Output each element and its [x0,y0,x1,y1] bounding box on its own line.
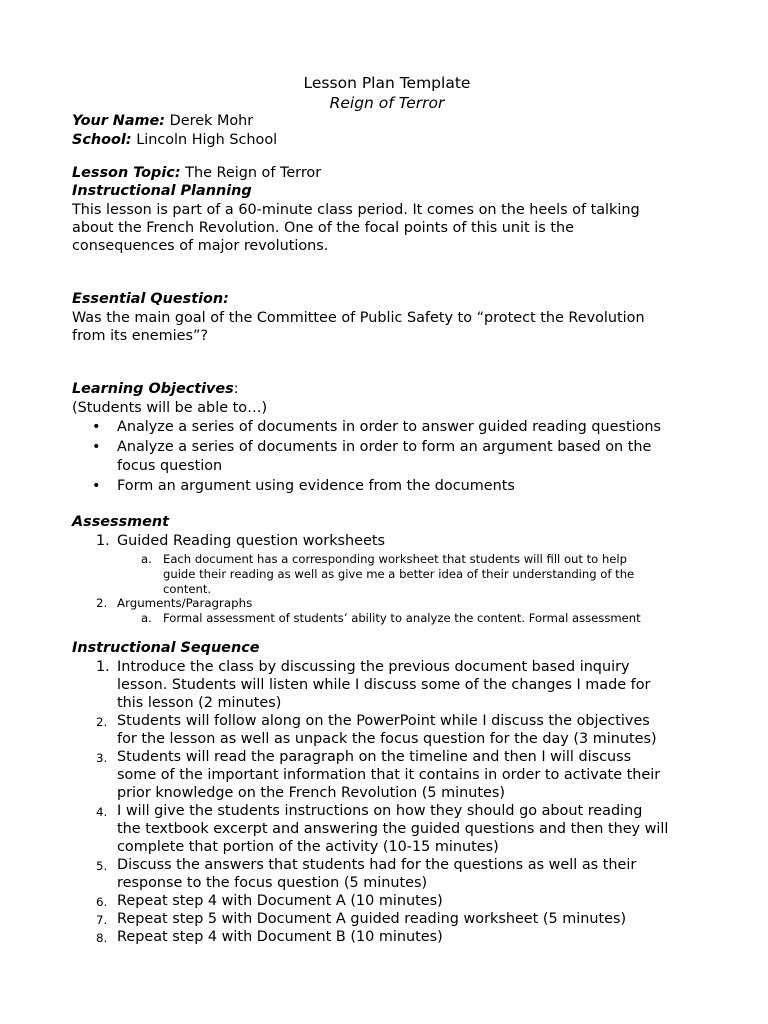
sequence-line: lesson. Students will listen while I discuss some of the changes I made for [117,677,651,693]
name-value: Derek Mohr [169,113,254,129]
sequence-line: Students will follow along on the PowerPoint while I discuss the objectives [117,713,650,729]
assessment-subitem: Formal assessment of students’ ability to analyze the content. Formal assessment [163,611,641,625]
page-title: Lesson Plan Template [303,74,471,92]
planning-heading: Instructional Planning [72,183,252,199]
essential-line: Was the main goal of the Committee of Public Safety to “protect the Revolution [72,310,645,326]
list-marker: 5. [96,859,108,873]
essential-heading: Essential Question: [72,291,229,307]
list-marker: 4. [96,805,108,819]
list-marker: 1. [96,659,110,675]
topic-value: The Reign of Terror [185,165,322,181]
essential-line: from its enemies”? [72,328,209,344]
topic-row [72,165,321,181]
assessment-subitem: Each document has a corresponding worksheet that students will fill out to help [163,552,628,566]
assessment-subitem: content. [163,582,212,596]
bullet-icon: • [92,478,101,494]
list-marker: 6. [96,895,108,909]
planning-line: about the French Revolution. One of the focal points of this unit is the [72,220,574,236]
sequence-heading: Instructional Sequence [72,640,260,656]
list-marker: 2. [96,715,108,729]
list-marker: a. [141,552,152,566]
assessment-item: Arguments/Paragraphs [117,596,253,610]
sequence-line: Repeat step 4 with Document B (10 minutes) [117,929,443,945]
objectives-intro: (Students will be able to…) [72,400,268,416]
sequence-line: Repeat step 5 with Document A guided reading worksheet (5 minutes) [117,911,627,927]
sequence-line: response to the focus question (5 minutes) [117,875,428,891]
list-marker: 3. [96,751,108,765]
page-subtitle: Reign of Terror [329,94,445,112]
list-marker: 2. [96,596,108,610]
sequence-line: some of the important information that it contains in order to activate their [117,767,661,783]
planning-line: consequences of major revolutions. [72,238,329,254]
sequence-line: Students will read the paragraph on the timeline and then I will discuss [117,749,632,765]
school-value: Lincoln High School [136,132,278,148]
objective-item-continued: focus question [117,458,223,474]
sequence-line: the textbook excerpt and answering the guided questions and then they will [117,821,669,837]
sequence-line: this lesson (2 minutes) [117,695,282,711]
objective-item: Analyze a series of documents in order to answer guided reading questions [117,419,662,435]
list-marker: 8. [96,931,108,945]
planning-line: This lesson is part of a 60-minute class period. It comes on the heels of talking [72,202,640,218]
assessment-item: Guided Reading question worksheets [117,533,385,549]
list-marker: a. [141,611,152,625]
sequence-line: Repeat step 4 with Document A (10 minutes) [117,893,443,909]
list-marker: 7. [96,913,108,927]
school-row [72,132,277,148]
sequence-line: Discuss the answers that students had for the questions as well as their [117,857,637,873]
bullet-icon: • [92,439,101,455]
assessment-subitem: guide their reading as well as give me a better idea of their understanding of the [163,567,635,581]
sequence-line: prior knowledge on the French Revolution (5 minutes) [117,785,506,801]
objectives-heading: Learning Objectives [72,381,234,397]
objective-item: Form an argument using evidence from the documents [117,478,515,494]
topic-label: Lesson Topic: [72,165,181,181]
assessment-heading: Assessment [72,514,170,530]
bullet-icon: • [92,419,101,435]
objective-item: Analyze a series of documents in order to form an argument based on the [117,439,652,455]
sequence-line: for the lesson as well as unpack the focus question for the day (3 minutes) [117,731,657,747]
objectives-heading-row [72,381,239,397]
name-row [72,113,253,129]
name-label: Your Name: [72,113,166,129]
sequence-line: complete that portion of the activity (10-15 minutes) [117,839,499,855]
objectives-colon: : [233,381,239,397]
sequence-line: I will give the students instructions on how they should go about reading [117,803,643,819]
list-marker: 1. [96,533,110,549]
school-label: School: [72,132,132,148]
sequence-line: Introduce the class by discussing the previous document based inquiry [117,659,630,675]
